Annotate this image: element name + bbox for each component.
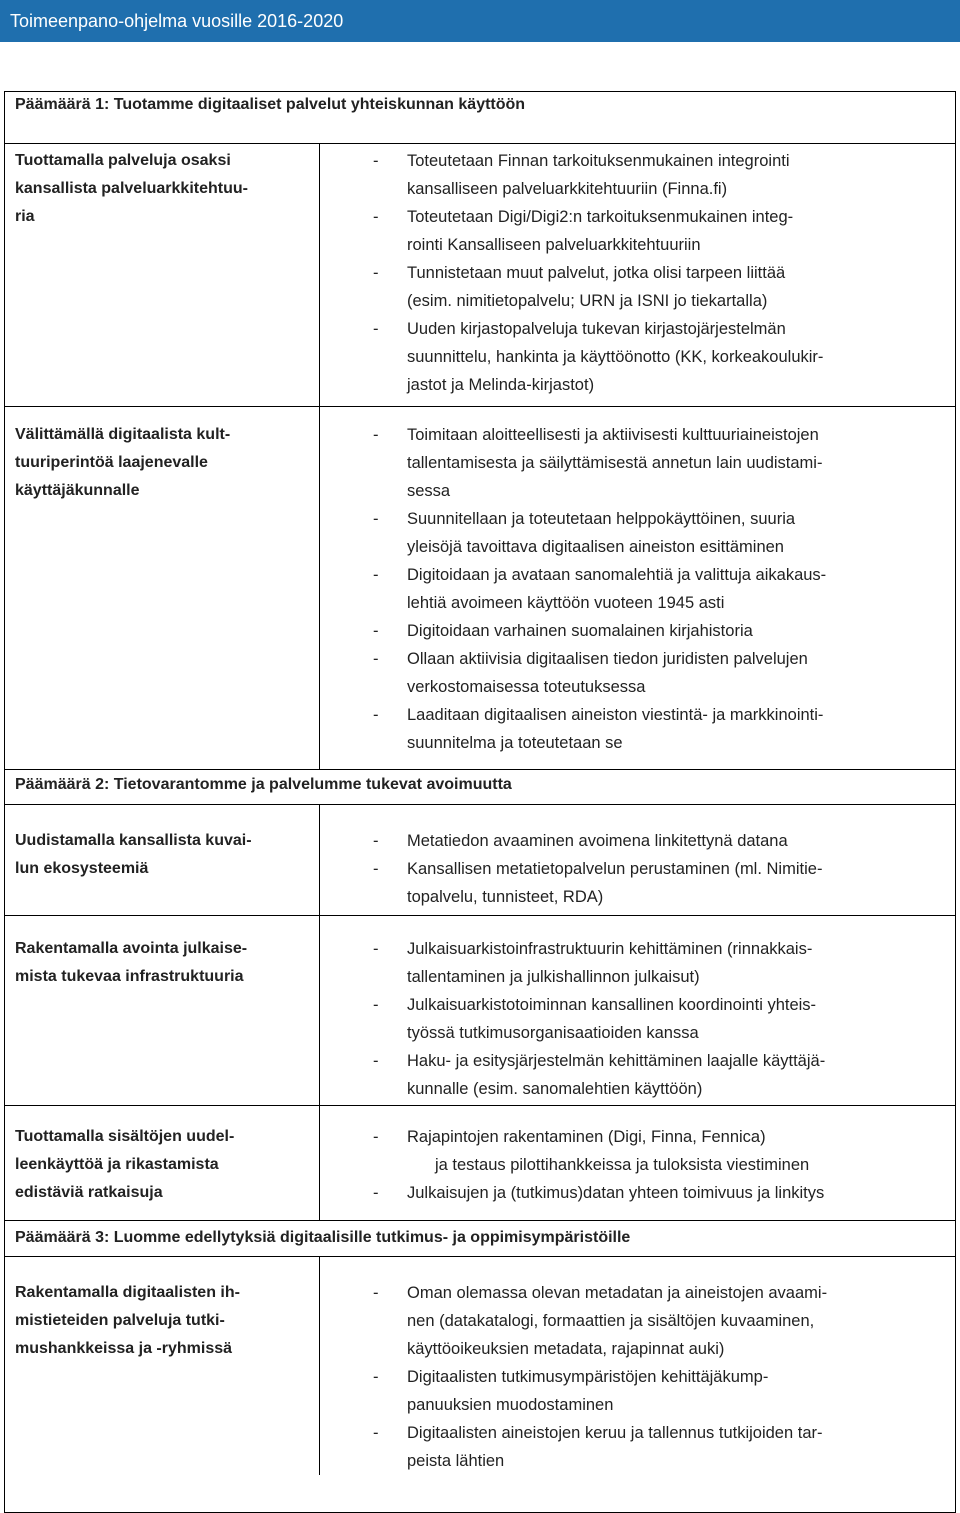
action-item-line: kansalliseen palveluarkkitehtuuriin (Finna.fi) [407,180,728,198]
action-item-line: (esim. nimitietopalvelu; URN ja ISNI jo tiekartalla) [407,292,768,310]
action-item [367,561,951,617]
strategy-label-line: Tuottamalla palveluja osaksi [15,152,231,169]
action-item [367,505,951,561]
goal-title-border [5,1256,955,1257]
action-list [367,827,951,911]
action-item [367,935,951,991]
action-item-line: - Toteutetaan Finnan tarkoituksenmukainen integrointi [407,152,790,170]
strategy-label-line: mushankkeissa ja -ryhmissä [15,1340,233,1357]
action-item [367,421,951,505]
strategy-label-line: Tuottamalla sisältöjen uudel- [15,1128,235,1145]
goal-title-border [5,143,955,144]
action-item-line: verkostomaisessa toteutuksessa [407,678,646,696]
action-item-line: rointi Kansalliseen palveluarkkitehtuuriin [407,236,701,254]
action-item-line: - Tunnistetaan muut palvelut, jotka olisi tarpeen liittää [407,264,786,282]
strategy-label [15,1279,315,1363]
action-item-line: - Suunnitellaan ja toteutetaan helppokäyttöinen, suuria [407,510,796,528]
strategy-label [15,935,315,991]
action-item-line: - Toimitaan aloitteellisesti ja aktiivisesti kulttuuriaineistojen [407,426,819,444]
action-list [367,1123,951,1207]
strategy-label [15,147,315,231]
action-item-line: tallentamisesta ja säilyttämisestä annetun lain uudistami- [407,454,823,472]
strategy-label [15,827,315,883]
action-item-line: - Digitaalisten aineistojen keruu ja tallennus tutkijoiden tar- [407,1424,823,1442]
action-item-line: - Julkaisuarkistotoiminnan kansallinen koordinointi yhteis- [407,996,817,1014]
row-separator [5,1105,955,1106]
action-item-line: - Rajapintojen rakentaminen (Digi, Finna, Fennica) [407,1128,766,1146]
page-header [0,0,960,42]
action-item-line: suunnitelma ja toteutetaan se [407,734,623,752]
column-divider [319,1256,320,1475]
action-item-line: yleisöjä tavoittava digitaalisen aineiston esittäminen [407,538,784,556]
action-item-line: kunnalle (esim. sanomalehtien käyttöön) [407,1080,703,1098]
strategy-label-line: Rakentamalla digitaalisten ih- [15,1284,240,1301]
action-item-line: - Digitoidaan ja avataan sanomalehtiä ja valittuja aikakaus- [407,566,827,584]
strategy-label-line: mistieteiden palveluja tutki- [15,1312,225,1329]
action-item-line: - Metatiedon avaaminen avoimena linkitettynä datana [407,832,788,850]
goal-border-top [5,1220,955,1221]
action-item [367,645,951,701]
action-item [367,315,951,399]
action-list [367,935,951,1103]
strategy-label-line: ria [15,208,35,225]
action-list [367,1279,951,1475]
action-list [367,147,951,399]
action-item-line: - Digitaalisten tutkimusympäristöjen kehittäjäkump- [407,1368,769,1386]
action-item [367,1123,951,1179]
action-item [367,991,951,1047]
column-divider [319,804,320,1220]
strategy-label-line: lun ekosysteemiä [15,860,149,877]
goal-border-top [5,769,955,770]
action-item-line: suunnittelu, hankinta ja käyttöönotto (KK, korkeakoulukir- [407,348,824,366]
action-item [367,1363,951,1419]
action-item-line: lehtiä avoimeen käyttöön vuoteen 1945 asti [407,594,725,612]
strategy-label-line: Uudistamalla kansallista kuvai- [15,832,252,849]
action-item-line: - Toteutetaan Digi/Digi2:n tarkoituksenmukainen integ- [407,208,794,226]
action-item-line: - Kansallisen metatietopalvelun perustaminen (ml. Nimitie- [407,860,823,878]
strategy-label-line: käyttäjäkunnalle [15,482,140,499]
strategy-label-line: leenkäyttöä ja rikastamista [15,1156,219,1173]
action-item-line: - Ollaan aktiivisia digitaalisen tiedon juridisten palvelujen [407,650,808,668]
page-title: Toimeenpano-ohjelma vuosille 2016-2020 [10,11,344,31]
document [0,42,960,1474]
column-divider [319,143,320,769]
action-item-line: topalvelu, tunnisteet, RDA) [407,888,604,906]
action-item-line: jastot ja Melinda-kirjastot) [407,376,595,394]
action-item-line: ja testaus pilottihankkeissa ja tuloksista viestiminen [435,1156,810,1174]
action-item [367,147,951,203]
action-item-line: peista lähtien [407,1452,505,1470]
goal-title: Päämäärä 2: Tietovarantomme ja palvelumme tukevat avoimuutta [15,776,512,793]
action-item-line: nen (datakatalogi, formaattien ja sisältöjen kuvaaminen, [407,1312,815,1330]
action-item [367,1279,951,1363]
action-item [367,259,951,315]
action-item-line: - Uuden kirjastopalveluja tukevan kirjastojärjestelmän [407,320,786,338]
action-item [367,1419,951,1475]
strategy-label-line: mista tukevaa infrastruktuuria [15,968,244,985]
action-item-line: - Julkaisuarkistoinfrastruktuurin kehittäminen (rinnakkais- [407,940,813,958]
action-item [367,617,951,645]
action-item [367,855,951,911]
goal-title-border [5,804,955,805]
action-item [367,1179,951,1207]
action-item [367,1047,951,1103]
row-separator [5,915,955,916]
action-item-line: työssä tutkimusorganisaatioiden kanssa [407,1024,699,1042]
action-item-line: - Haku- ja esitysjärjestelmän kehittäminen laajalle käyttäjä- [407,1052,826,1070]
action-item-line: käyttöoikeuksien metadata, rajapinnat auki) [407,1340,725,1358]
strategy-label [15,1123,315,1207]
row-separator [5,406,955,407]
strategy-label-line: Rakentamalla avointa julkaise- [15,940,248,957]
strategy-label-line: Välittämällä digitaalista kult- [15,426,231,443]
goals-table [4,91,956,1513]
action-item [367,701,951,757]
action-item-line: panuuksien muodostaminen [407,1396,614,1414]
action-item-line: tallentaminen ja julkishallinnon julkaisut) [407,968,700,986]
action-list [367,421,951,757]
goal-title: Päämäärä 3: Luomme edellytyksiä digitaalisille tutkimus- ja oppimisympäristöille [15,1229,631,1246]
action-item-line: - Oman olemassa olevan metadatan ja aineistojen avaami- [407,1284,828,1302]
action-item-line: sessa [407,482,451,500]
action-item-line: - Laaditaan digitaalisen aineiston viestintä- ja markkinointi- [407,706,824,724]
strategy-label [15,421,315,505]
action-item [367,203,951,259]
strategy-label-line: kansallista palveluarkkitehtuu- [15,180,248,197]
action-item-line: - Julkaisujen ja (tutkimus)datan yhteen toimivuus ja linkitys [407,1184,825,1202]
strategy-label-line: edistäviä ratkaisuja [15,1184,163,1201]
goal-title: Päämäärä 1: Tuotamme digitaaliset palvelut yhteiskunnan käyttöön [15,96,526,113]
action-item-line: - Digitoidaan varhainen suomalainen kirjahistoria [407,622,753,640]
strategy-label-line: tuuriperintöä laajenevalle [15,454,208,471]
action-item [367,827,951,855]
